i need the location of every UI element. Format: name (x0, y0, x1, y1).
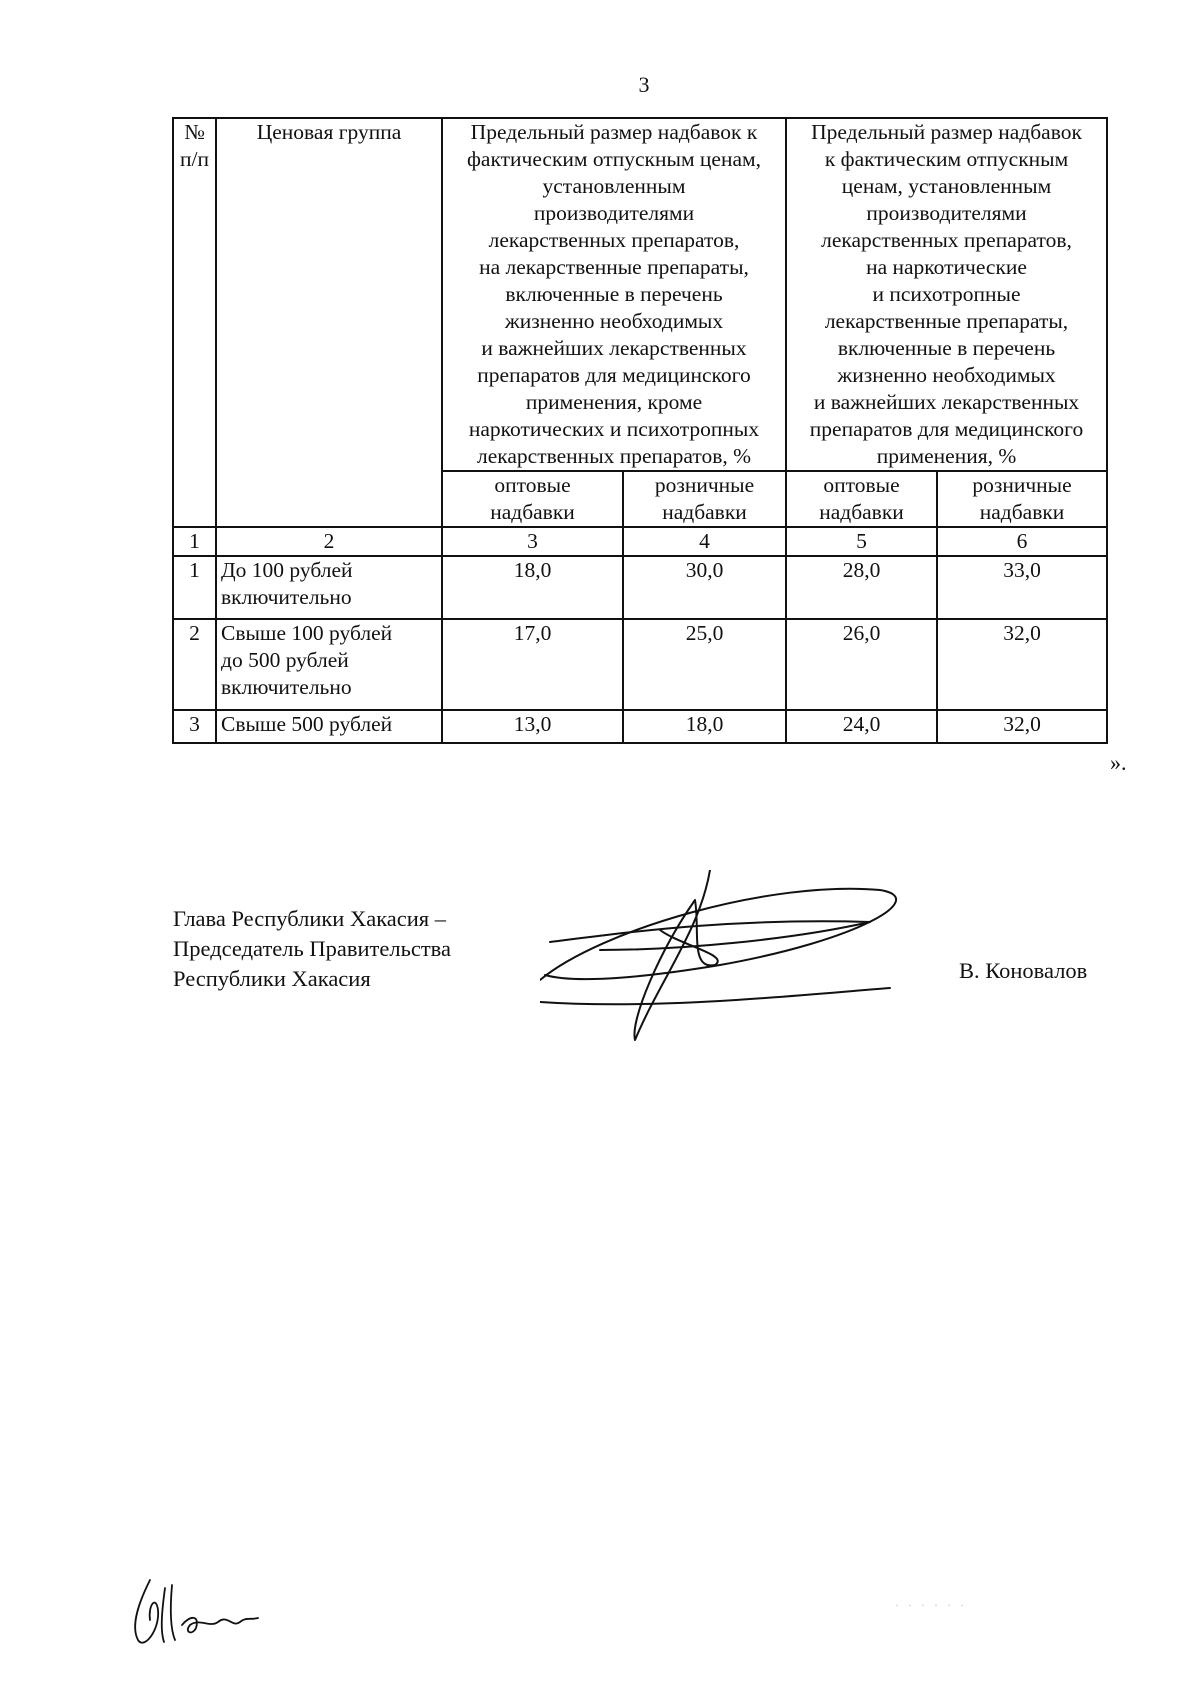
value-retail-narcotic: 32,0 (937, 619, 1107, 710)
row-number: 1 (173, 556, 216, 619)
table-row (173, 619, 1107, 710)
value-retail-general: 25,0 (623, 619, 786, 710)
subheader-wholesale-general: оптовые надбавки (442, 471, 623, 527)
column-number: 2 (216, 527, 442, 556)
header-number-cell: № п/п (173, 118, 216, 527)
value-wholesale-narcotic: 28,0 (786, 556, 937, 619)
header-narcotic-markup-cell: Предельный размер надбавок к фактическим отпускным ценам, установленным производителями лекарственных препаратов, на наркотические и психотропные лекарственные препараты, включенные в перечень жизненно необходимых и важнейших лекарственных препаратов для медицинского применения, % (786, 118, 1107, 471)
column-number: 3 (442, 527, 623, 556)
row-number: 2 (173, 619, 216, 710)
row-number: 3 (173, 710, 216, 743)
faint-stamp-mark: · · · · · · (895, 1598, 967, 1612)
value-wholesale-general: 17,0 (442, 619, 623, 710)
signatory-name: В. Коновалов (959, 958, 1088, 983)
value-retail-general: 18,0 (623, 710, 786, 743)
price-group: Свыше 100 рублей до 500 рублей включительно (216, 619, 442, 710)
column-number: 1 (173, 527, 216, 556)
value-wholesale-general: 13,0 (442, 710, 623, 743)
table-row (173, 710, 1107, 743)
column-number: 6 (937, 527, 1107, 556)
price-group: До 100 рублей включительно (216, 556, 442, 619)
column-number: 5 (786, 527, 937, 556)
signatory-title: Глава Республики Хакасия – Председатель Правительства Республики Хакасия (173, 906, 451, 991)
subheader-retail-narcotic: розничные надбавки (937, 471, 1107, 527)
header-price-group-cell: Ценовая группа (216, 118, 442, 527)
column-number: 4 (623, 527, 786, 556)
value-retail-narcotic: 33,0 (937, 556, 1107, 619)
column-number-row (173, 527, 1107, 556)
value-wholesale-narcotic: 26,0 (786, 619, 937, 710)
signature-image (540, 870, 920, 1050)
subheader-wholesale-narcotic: оптовые надбавки (786, 471, 937, 527)
value-retail-general: 30,0 (623, 556, 786, 619)
closing-quote: ». (1110, 750, 1127, 775)
value-wholesale-general: 18,0 (442, 556, 623, 619)
header-row (173, 118, 1107, 471)
value-retail-narcotic: 32,0 (937, 710, 1107, 743)
page-number: 3 (638, 72, 650, 97)
price-group: Свыше 500 рублей (216, 710, 442, 743)
initials-signature-image (120, 1570, 280, 1670)
header-general-markup-cell: Предельный размер надбавок к фактическим отпускным ценам, установленным производителями лекарственных препаратов, на лекарственные препараты, включенные в перечень жизненно необходимых и важнейших лекарственных препаратов для медицинского применения, кроме наркотических и психотропных лекарственных препаратов, % (442, 118, 786, 471)
value-wholesale-narcotic: 24,0 (786, 710, 937, 743)
markup-table (172, 117, 1108, 744)
subheader-retail-general: розничные надбавки (623, 471, 786, 527)
table-row (173, 556, 1107, 619)
